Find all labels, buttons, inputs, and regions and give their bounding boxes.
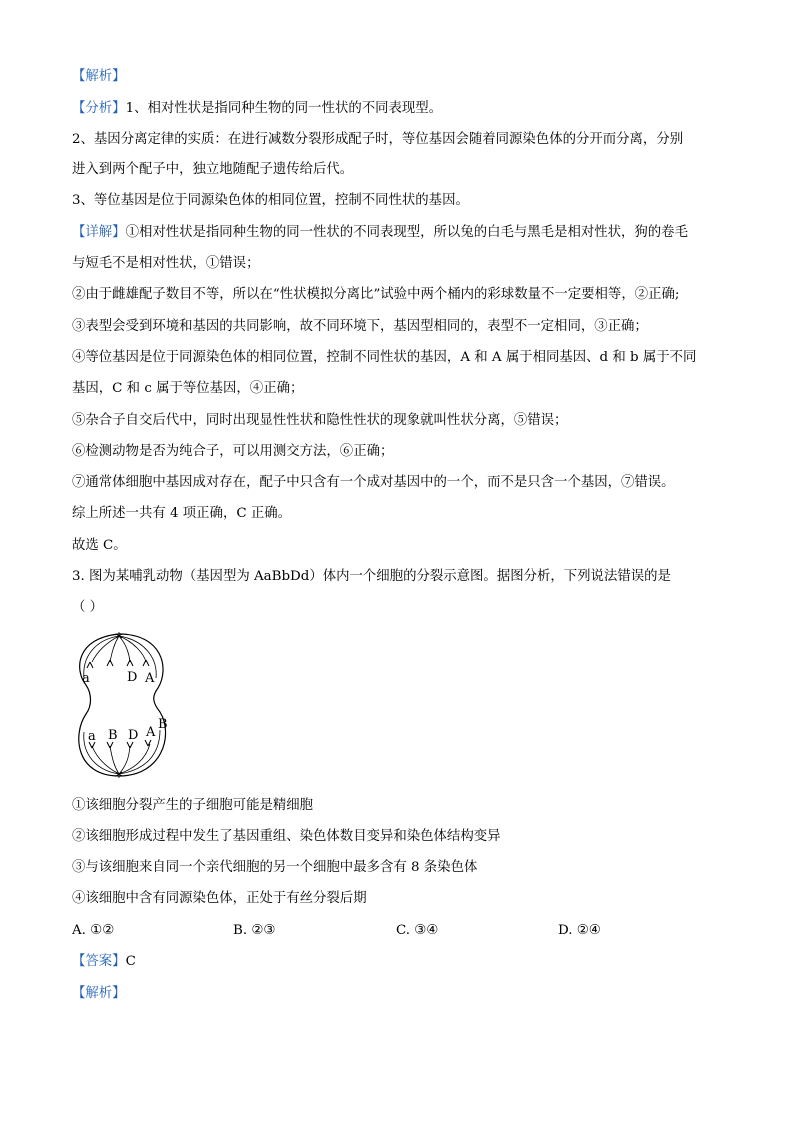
detail-4a: ④等位基因是位于同源染色体的相同位置，控制不同性状的基因，A 和 A 属于相同基因、d 和 b 属于不同 (72, 350, 697, 365)
conclusion: 故选 C。 (72, 538, 127, 553)
label-bottom-A: A (146, 725, 156, 740)
detail-4b: 基因，C 和 c 属于等位基因，④正确； (72, 381, 304, 396)
option-c: C. ③④ (396, 923, 439, 938)
statement-2: ②该细胞形成过程中发生了基因重组、染色体数目变异和染色体结构变异 (72, 829, 501, 844)
label-right-B: B (158, 717, 168, 732)
detail-1a (72, 224, 722, 242)
label-top-A: A (145, 671, 155, 686)
answer-value: C (125, 954, 136, 969)
detail-text-1a: ①相对性状是指同种生物的同一性状的不同表现型，所以兔的白毛与黑毛是相对性状，狗的卷毛 (125, 225, 688, 240)
statement-4: ④该细胞中含有同源染色体，正处于有丝分裂后期 (72, 891, 367, 906)
analysis-heading (72, 68, 722, 86)
option-b: B. ②③ (233, 923, 276, 938)
question-3-blank: （ ） (72, 600, 104, 615)
summary: 综上所述一共有 4 项正确，C 正确。 (72, 506, 292, 521)
analysis-heading-2 (72, 985, 722, 1003)
question-3-stem: 3. 图为某哺乳动物（基因型为 AaBbDd）体内一个细胞的分裂示意图。据图分析，下列说法错误的是 (72, 569, 671, 584)
label-bottom-B: B (108, 728, 118, 743)
answer-tag: 【答案】 (72, 954, 126, 969)
label-bottom-a: a (88, 729, 96, 744)
detail-1b: 与短毛不是相对性状，①错误； (72, 256, 260, 271)
statement-3: ③与该细胞来自同一个亲代细胞的另一个细胞中最多含有 8 条染色体 (72, 860, 478, 875)
chromosomes-top (87, 660, 149, 668)
answer-line (72, 953, 722, 971)
detail-7: ⑦通常体细胞中基因成对存在，配子中只含有一个成对基因中的一个，而不是只含一个基因，⑦错误。 (72, 475, 675, 490)
analysis-point-2a: 2、基因分离定律的实质：在进行减数分裂形成配子时，等位基因会随着同源染色体的分开而分离，分别 (72, 132, 684, 147)
detail-6: ⑥检测动物是否为纯合子，可以用测交方法，⑥正确； (72, 444, 394, 459)
label-top-a: a (82, 671, 90, 686)
analysis-tag: 【解析】 (72, 69, 126, 84)
label-bottom-D: D (128, 728, 139, 743)
option-a: A. ①② (72, 923, 115, 938)
cell-membrane (79, 634, 166, 776)
analysis-point-3: 3、等位基因是位于同源染色体的相同位置，控制不同性状的基因。 (72, 193, 469, 208)
fenxi-text-1: 1、相对性状是指同种生物的同一性状的不同表现型。 (125, 101, 443, 116)
detail-tag: 【详解】 (72, 225, 126, 240)
chromosomes-bottom (89, 740, 151, 748)
label-top-D: D (127, 670, 138, 685)
detail-2: ②由于雌雄配子数目不等，所以在“性状模拟分离比”试验中两个桶内的彩球数量不一定要相等，②正确; (72, 287, 680, 302)
cell-division-diagram (74, 630, 174, 780)
analysis-point-1 (72, 100, 722, 118)
detail-5: ⑤杂合子自交后代中，同时出现显性性状和隐性性状的现象就叫性状分离，⑤错误； (72, 413, 568, 428)
fenxi-tag: 【分析】 (72, 101, 126, 116)
analysis-tag-2: 【解析】 (72, 986, 126, 1001)
detail-3: ③表型会受到环境和基因的共同影响，故不同环境下，基因型相同的，表型不一定相同，③正确； (72, 319, 648, 334)
option-d: D. ②④ (558, 923, 601, 938)
analysis-point-2b: 进入到两个配子中，独立地随配子遗传给后代。 (72, 162, 354, 177)
statement-1: ①该细胞分裂产生的子细胞可能是精细胞 (72, 798, 314, 813)
